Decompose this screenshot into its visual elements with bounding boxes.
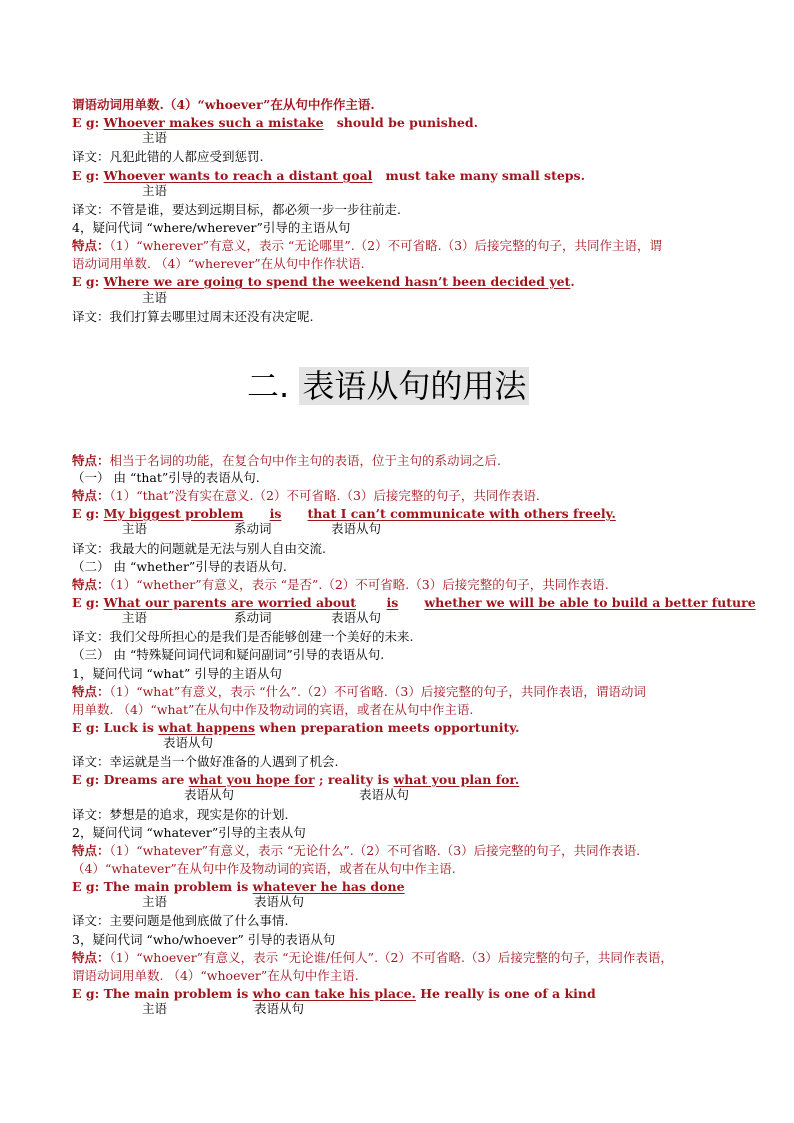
- subsection-heading: 1，疑问代词 “what” 引导的主语从句: [72, 666, 282, 681]
- linking-verb-label: 系动词: [234, 521, 272, 536]
- subject-label: 主语: [122, 521, 148, 536]
- translation-line: 译文：主要问题是他到底做了什么事情.: [72, 913, 289, 928]
- example-line: E g: Luck is what happens when preparation meets opportunity.: [72, 720, 520, 735]
- predicative-clause-label: 表语从句: [254, 894, 305, 909]
- subject-label: 主语: [122, 610, 148, 625]
- feature-line: 语动词用单数. （4）“wherever”在从句中作作状语.: [72, 256, 365, 271]
- linking-verb-label: 系动词: [234, 610, 272, 625]
- predicative-clause-label: 表语从句: [331, 610, 382, 625]
- example-line: E g: Dreams are what you hope for ; reality is what you plan for.: [72, 772, 520, 787]
- feature-line: 特点：（1）“that”没有实在意义.（2）不可省略.（3）后接完整的句子，共同作表语.: [72, 488, 540, 503]
- example-line: E g: Whoever makes such a mistake should be punished.: [72, 115, 478, 130]
- translation-line: 译文：我最大的问题就是无法与别人自由交流.: [72, 541, 326, 556]
- predicative-clause-label: 表语从句: [359, 787, 410, 802]
- feature-line: 特点：（1）“wherever”有意义，表示 “无论哪里”.（2）不可省略.（3）后接完整的句子，共同作主语，谓: [72, 238, 663, 253]
- subject-label: 主语: [142, 183, 168, 198]
- subsection-heading: 3，疑问代词 “who/whoever” 引导的表语从句: [72, 932, 336, 947]
- predicative-clause-label: 表语从句: [163, 735, 214, 750]
- predicative-clause-label: 表语从句: [331, 521, 382, 536]
- subsection-heading: （二） 由 “whether”引导的表语从句.: [72, 559, 287, 574]
- translation-line: 译文：幸运就是当一个做好准备的人遇到了机会.: [72, 754, 339, 769]
- feature-line: 谓语动词用单数. （4）“whoever”在从句中作主语.: [72, 968, 359, 983]
- example-line: E g: Where we are going to spend the weekend hasn’t been decided yet.: [72, 274, 575, 289]
- subsection-heading: （三） 由 “特殊疑问词代词和疑问副词”引导的表语从句.: [72, 647, 385, 662]
- translation-line: 译文：梦想是的追求，现实是你的计划.: [72, 807, 289, 822]
- example-line: E g: Whoever wants to reach a distant goal must take many small steps.: [72, 168, 585, 183]
- feature-line: 特点：（1）“what”有意义，表示 “什么”.（2）不可省略.（3）后接完整的句子，共同作表语，谓语动词: [72, 684, 646, 699]
- example-line: E g: What our parents are worried about is whether we will be able to build a better future: [72, 595, 756, 610]
- subject-label: 主语: [142, 1001, 168, 1016]
- subject-label: 主语: [142, 130, 168, 145]
- example-line: E g: The main problem is who can take his place. He really is one of a kind: [72, 986, 596, 1001]
- translation-line: 译文：我们父母所担心的是我们是否能够创建一个美好的未来.: [72, 629, 414, 644]
- section-title: 二. 表语从句的用法: [247, 362, 529, 410]
- example-line: E g: My biggest problem is that I can’t communicate with others freely.: [72, 506, 616, 521]
- translation-line: 译文：我们打算去哪里过周末还没有决定呢.: [72, 309, 314, 324]
- subsection-heading: （一） 由 “that”引导的表语从句.: [72, 470, 260, 485]
- example-line: E g: The main problem is whatever he has done: [72, 879, 405, 894]
- predicative-clause-label: 表语从句: [254, 1001, 305, 1016]
- feature-line: 谓语动词用单数.（4）“whoever”在从句中作作主语.: [72, 97, 375, 112]
- predicative-clause-label: 表语从句: [184, 787, 235, 802]
- feature-line: 特点：（1）“whatever”有意义，表示 “无论什么”.（2）不可省略.（3）后接完整的句子，共同作表语.: [72, 843, 641, 858]
- feature-line: 特点：（1）“whoever”有意义，表示 “无论谁/任何人”.（2）不可省略.（3）后接完整的句子，共同作表语，: [72, 950, 673, 965]
- feature-line: 用单数. （4）“what”在从句中作及物动词的宾语，或者在从句中作主语.: [72, 702, 474, 717]
- feature-line: 特点：相当于名词的功能，在复合句中作主句的表语，位于主句的系动词之后.: [72, 453, 501, 468]
- translation-line: 译文：不管是谁，要达到远期目标，都必须一步一步往前走.: [72, 202, 401, 217]
- translation-line: 译文：凡犯此错的人都应受到惩罚.: [72, 149, 264, 164]
- subsection-heading: 2，疑问代词 “whatever”引导的主表从句: [72, 825, 306, 840]
- feature-line: （4）“whatever”在从句中作及物动词的宾语，或者在从句中作主语.: [72, 861, 456, 876]
- subject-label: 主语: [142, 894, 168, 909]
- subsection-heading: 4，疑问代词 “where/wherever”引导的主语从句: [72, 220, 351, 235]
- subject-label: 主语: [142, 290, 168, 305]
- feature-line: 特点：（1）“whether”有意义，表示 “是否”.（2）不可省略.（3）后接完整的句子，共同作表语.: [72, 577, 609, 592]
